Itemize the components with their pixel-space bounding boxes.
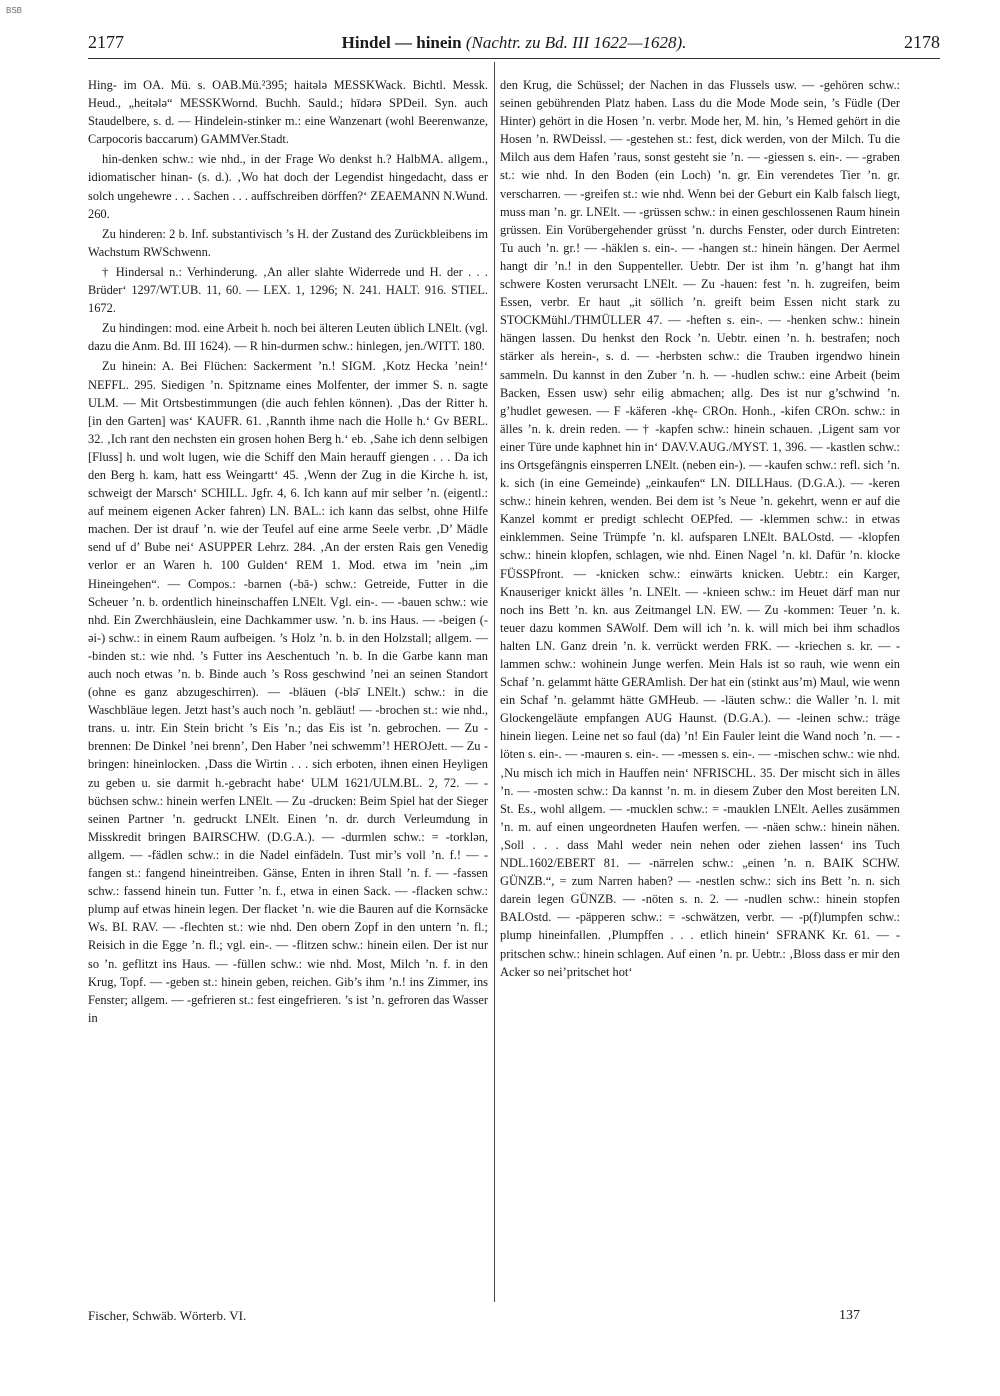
entry-paragraph: Zu hinderen: 2 b. Inf. substantivisch ’s H. der Zustand des Zurückbleibens im Wachstum RWSchwenn. <box>88 226 488 259</box>
page-footer <box>88 1308 940 1324</box>
entry-paragraph: Zu hinein: A. Bei Flüchen: Sackerment ’n.! SIGM. ‚Kotz Hecka ’nein!‘ NEFFL. 295. Siedigen ’n. Spitzname eines Molfenter, der immer S. n. sagte ULM. — Mit Ortsbestimmungen (die auch fehlen können). ‚Das der Ritter h. [in den Garten] was‘ KAUFR. 61. ‚Rannth ihme nach die Holle h.‘ Gv BERL. 32. ‚Ich rant den nechsten ein grosen hohen Berg h.‘ eb. ‚Sahe ich denn selbigen [Fluss] h. und wolt lugen, wie die Schiff den Main herauff giengen . . . Da ich den Berg h. kam, hatt ess Weingartt‘ 45. ‚Wenn der Zug in die Kirche h. ist, schweigt der Marsch‘ SCHILL. Jgfr. 4, 6. Ich kann auf mir selber ’n. (eigentl.: auf meinem eigenen Acker fahren) LN. BAL.: ich kann das selbst, ohne Hilfe machen. Der ist drauf ’n. wie der Teufel auf eine arme Seele verbr. ‚D’ Mädle send uf d’ Bube nei‘ ASUPPER Lehrz. 284. ‚An der ersten Rais gen Venedig verlor er an Waren h. 100 Gulden‘ REM 1. Mod. etwa im ’nein „im Hineingehen“. — Compos.: -barnen (-bā-) schw.: Getreide, Futter in die Scheuer ’n. b. ordentlich hineinschaffen LNElt. Vgl. ein-. — -bauen schw.: wie nhd. Ein Zwerchhäuslein, eine Dachkammer usw. ’n. b. ins Haus. — -beigen (-əi-) schw.: in einem Raum aufbeigen. ’s Holz ’n. b. in den Holzstall; allgem. — -binden st.: wie nhd. ’s Futter ins Aeschentuch ’n. b. In die Garbe kann man auch noch etwas ’n. b. Binde auch ’s Ross geschwind ’nei an seinen Standort (ohne es ganz abzugeschirren). — -bläuen (-blə̄ LNElt.) schw.: in die Waschbläue legen. Jetzt hast’s auch noch ’n. gebläut! — -brochen st.: wie nhd., trans. u. intr. Ein Stein bricht ’s Eis ’n.; das Eis ist ’n. gebrochen. — Zu -brennen: De Dinkel ’nei brenn’, Den Haber ’nei schwemm’! HEROJett. — Zu -bringen: hineinlocken. ‚Dass die Wirtin . . . sich erboten, ihnen einen Heyligen zu geben u. sie darmit h.-gebracht habe‘ ULM 1621/ULM.BL. 2, 72. — -büchsen schw.: hinein werfen LNElt. — Zu -drucken: Beim Spiel hat der Sieger seinen Partner ’n. gedruckt LNElt. Einen ’n. dr. durch Verleumdung in Misskredit bringen BAIRSCHW. (D.G.A.). — -durmlen schw.: = -torklən, allgem. — -fädlen schw.: in die Nadel einfädeln. Tust mir’s voll ’n. f.! — -fangen st.: fangend hineintreiben. Gänse, Enten in ihren Stall ’n. f. — -fassen schw.: fassend hinein tun. Futter ’n. f., etwa in einen Sack. — -flacken schw.: plump auf etwas hinein legen. Der flacket ’n. wie die Bauren auf die Kornsäcke Ws. BI. RAV. — -flechten st.: wie nhd. Den obern Zopf in den untern ’n. fl.; Reisich in die Egge ’n. fl.; vgl. ein-. — -flitzen schw.: hinein eilen. Der ist nur so ’n. geflitzt ins Haus. — -füllen schw.: wie nhd. Most, Milch ’n. f. in den Krug, Topf. — -geben st.: hinein geben, reichen. Gib’s ihm ’n.! ins Zimmer, ins Fenster; allgem. — -gefrieren st.: fest eingefrieren. ’s ist ’n. gefroren das Wasser in <box>88 359 488 1025</box>
left-column <box>88 76 488 1029</box>
entry-paragraph: den Krug, die Schüssel; der Nachen in das Flussels usw. — -gehören schw.: seinen gebührenden Platz haben. Lass du die Mode Mode sein, ’s Füdle (Der Hinter) gehört in die Hosen ’n. verbr. Mode her, M. hin, ’s Hemed gehört in die Hosen ’n. RWDeissl. — -gestehen st.: fest, dick werden, von der Milch. Tu die Milch aus dem Hafen ’raus, sonst gesteht sie ’n. — -giessen s. ein-. — -graben st.: wie nhd. In den Boden (ein Loch) ’n. gr. Ein verendetes Tier ’n. gr. verscharren. — -greifen st.: wie nhd. Wenn bei der Geburt ein Kalb falsch liegt, muss man ’n. gr. LNElt. — -grüssen schw.: in einen geschlossenen Raum hinein grüssen. Ein Vorübergehender grüsst ’n. durchs Fenster, oder durch Eintreten: Tu auch ’n. gr.! — -häklen s. ein-. — -hangen st.: hinein hängen. Der Aermel hangt dir ’n.! in den Suppenteller. Uebtr. Der ist ihm ’n. g’hangt hat ihm schwere Kosten verursacht LNElt. — Zu -hauen: fest ’n. h. zugreifen, beim Essen, verbr. Er haut „it söllich ’n. greift beim Essen nicht stark zu STOCKMühl./THMÜLLER 47. — -heften s. ein-. — -henken schw.: hinein hängen lassen. Du henkst den Rock ’n. Uebtr. einen ’n. h. bestrafen; noch stärker als herein-, s. d. — -herbsten schw.: die Trauben irgendwo hinein sammeln. Du kannst in den Zuber ’n. h. — -hudlen schw.: eine Arbeit (beim Backen, Essen usw) sehr eilig abmachen; allg. Des ist nur g’schwind ’n. g’hudlet gewesen. — F -käferen -khę- CROn. Honh., -kifen CROn. schw.: in älles ’n. k. drein reden. — † -kapfen schw.: hinein schauen. ‚Ligent sam vor einer Türe unde kaphnet hin in‘ DAV.V.AUG./MYST. 1, 396. — -kastlen schw.: ins Ortsgefängnis einsperren LNElt. (neben ein-). — -kaufen schw.: refl. sich ’n. k. sich (in eine Gemeinde) „einkaufen“ LN. DILLHaus. (D.G.A.). — -keren schw.: hinein kehren, wenden. Bei dem ist ’s Neue ’n. gekehrt, wenn er auf die Kanzel kommt er predigt schlecht OEPfed. — -klemmen schw.: in etwas einklemmen. Seine Trümpfe ’n. kl. aufsparen LNElt. BALOstd. — -klopfen schw.: hinein klopfen, schlagen, wie nhd. Einen Nagel ’n. kl. Dafür ’n. klocke FÜSSPfront. — -knicken schw.: einwärts knicken. Uebtr.: ein Karger, Knauseriger knickt älles ’n. LNElt. — -knieen schw.: im Heuet därf man nur noch ins Bett ’n. kn. aus Zeitmangel LN. EW. — Zu -kommen: Teuer ’n. k. teuer dazu kommen SAWolf. Dem will ich ’n. k. will mich bei ihm schadlos halten LN. Ganz drein ’n. k. verrückt werden FRK. — -kriechen s. kr. — -lammen schw.: wohinein Junge werfen. Mein Hals ist so rauh, wie wenn ein Schaf ’n. gelammt hätte GERAmlish. Der hat ein (stinkt aus’m) Maul, wie wenn ein Schaf ’n. gelammt hätte GMHeub. — -läuten schw.: die Waller ’n. l. mit Glockengeläute empfangen AUG Haunst. (D.G.A.). — -leinen schw.: träge hinein liegen. Leine net so faul (da) ’n! Ein Fauler leint die Wand noch ’n. — -löten s. ein-. — -mauren s. ein-. — -messen s. ein-. — -mischen schw.: wie nhd. ‚Nu misch ich mich in Hauffen nein‘ NFRISCHL. 35. Der mischt sich in älles ’n. — -mosten schw.: Da kannst ’n. m. in diesem Zuber den Most bereiten LN. St. Es., wohl allgem. — -mucklen schw.: = -mauklen LNElt. Aelles zusämmen ’n. m. auf einen ungeordneten Haufen werfen. — -näen schw.: hinein nähen. ‚Soll . . . dass Mahl weder nein nehen oder ziehen lassen‘ ins Tuch NDL.1602/EBERT 81. — -närrelen schw.: „einen ’n. n. BAIK SCHW. GÜNZB.“, = zum Narren haben? — -nestlen schw.: sich ins Bett ’n. n. sich darein legen GÜNZB. — -nöten s. n. 2. — -nudlen schw.: hinein stopfen BALOstd. — -päpperen schw.: = -schwätzen, verbr. — -p(f)lumpfen schw.: plump hineinfallen. ‚Plumpffen . . . etlich hinein‘ SFRANK Kr. 61. — -pritschen schw.: hinein schlagen. Auf einen ’n. pr. Uebtr.: ‚Bloss dass er mir den Acker so nei’pritschet hot‘ <box>500 78 900 979</box>
running-title <box>342 33 687 53</box>
column-divider <box>494 62 495 1302</box>
page-header <box>88 32 940 59</box>
right-column <box>500 76 900 983</box>
page-number-left: 2177 <box>88 32 124 52</box>
footer-page-number: 137 <box>839 1308 860 1323</box>
entry-paragraph: † Hindersal n.: Verhinderung. ‚An aller slahte Widerrede und H. der . . . Brüder‘ 1297/WT.UB. 11, 60. — LEX. 1, 1296; N. 241. HALT. 916. STIEL. 1672. <box>88 264 488 316</box>
entry-paragraph: Zu hindingen: mod. eine Arbeit h. noch bei älteren Leuten üblich LNElt. (vgl. dazu die Anm. Bd. III 1624). — R hin-durmen schw.: hinlegen, jen./WITT. 180. <box>88 321 488 354</box>
entry-paragraph: Hing- im OA. Mü. s. OAB.Mü.²395; haitələ MESSKWack. Bichtl. Messk. Heud., „heitələ“ MESSKWornd. Buchh. Sauld.; hīdərə SPDeil. Syn. auch Staudelbere, s. d. — Hindelein-stinker m.: eine Wanzenart (wohl Beerenwanze, Carpocoris baccarum) GAMMVer.Stadt. <box>88 78 488 147</box>
library-stamp: BSB <box>6 6 23 15</box>
running-title-main: Hindel — hinein <box>341 33 462 52</box>
running-title-sub: (Nachtr. zu Bd. III 1622—1628). <box>465 33 687 52</box>
page-number-right: 2178 <box>904 32 940 52</box>
entry-paragraph: hin-denken schw.: wie nhd., in der Frage Wo denkst h.? HalbMA. allgem., idiomatischer hinan- (s. d.). ‚Wo hat doch der Legendist hingedacht, dass er solch ungehewre . . . Sachen . . . auffschreiben dörffen?‘ ZEAEMANN N.Wund. 260. <box>88 152 488 221</box>
footer-source: Fischer, Schwäb. Wörterb. VI. <box>88 1308 247 1323</box>
